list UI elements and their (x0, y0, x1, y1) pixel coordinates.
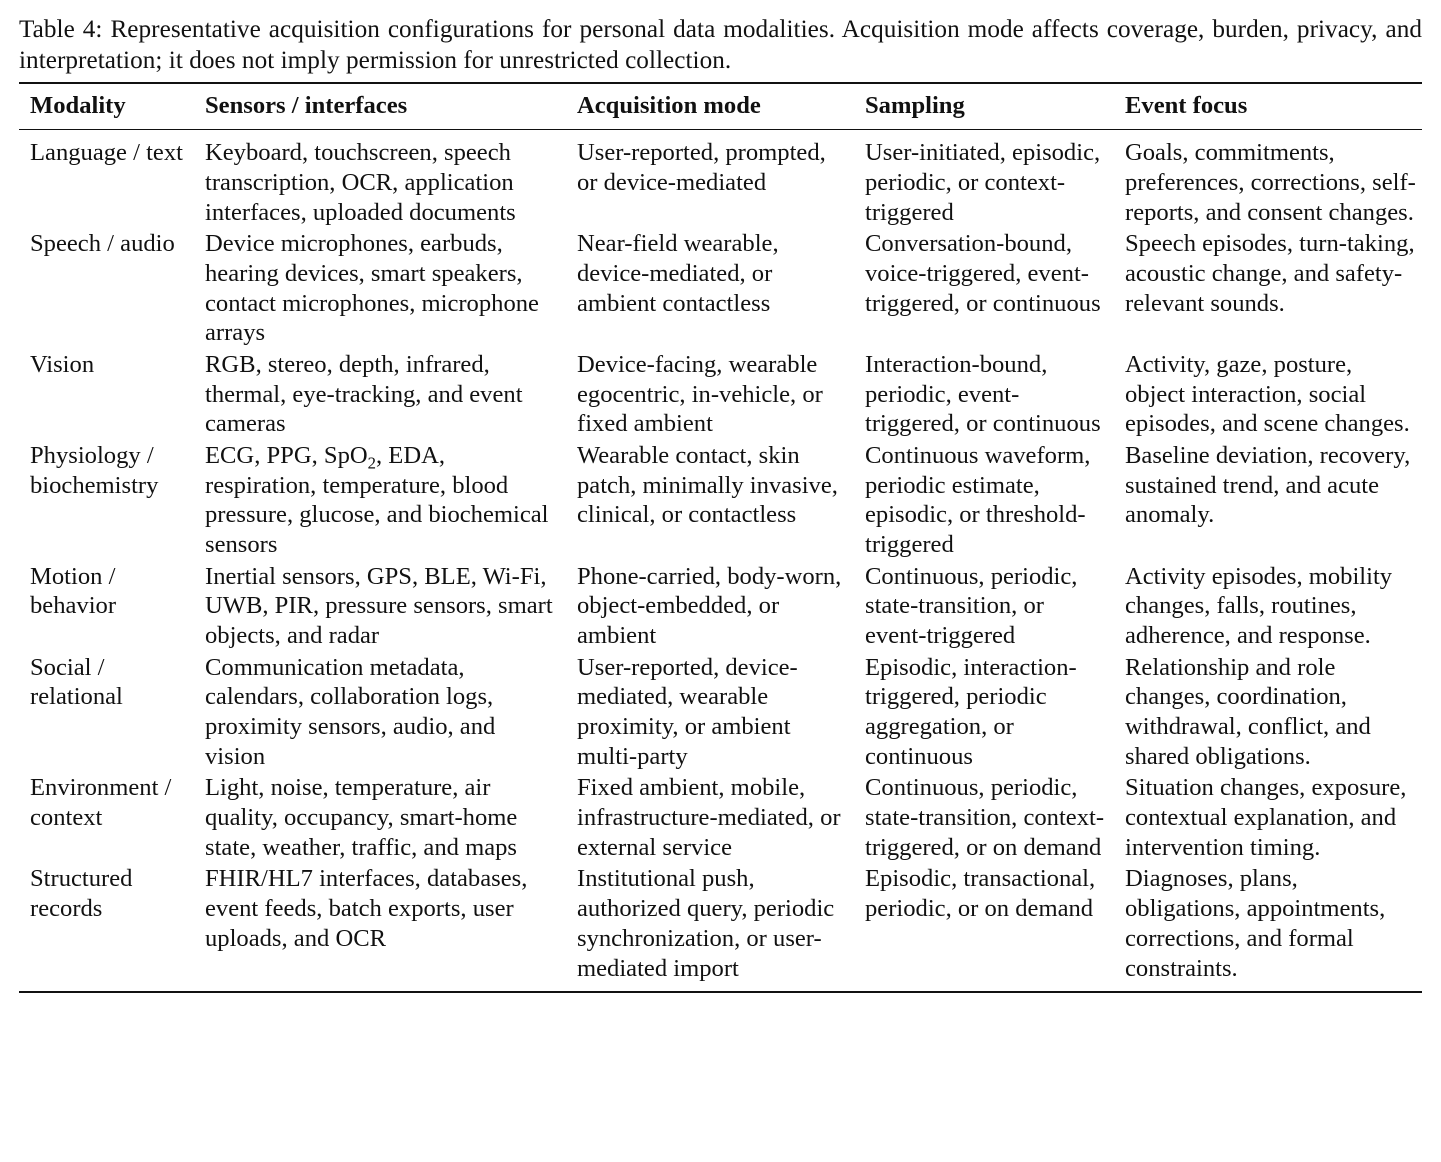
cell-modality: Vision (30, 350, 95, 378)
cell-acquisition: Near-field wearable, device-mediated, or ambient contactless (577, 229, 779, 317)
cell-sampling: User-initiated, episodic, periodic, or context-triggered (865, 139, 1101, 226)
cell-sampling: Episodic, interaction-triggered, periodic aggregation, or continuous (865, 653, 1077, 770)
cell-modality: Social / relational (30, 653, 123, 711)
cell-acquisition: Institutional push, authorized query, periodic synchronization, or user-mediated import (577, 865, 835, 982)
subscript-two: 2 (367, 453, 376, 473)
cell-sensors (194, 441, 566, 562)
cell-event-focus: Situation changes, exposure, contextual explanation, and intervention timing. (1125, 774, 1407, 861)
table-row (19, 229, 1422, 350)
cell-modality: Structured records (30, 865, 133, 923)
header-event-focus: Event focus (1114, 83, 1422, 130)
cell-modality: Motion / behavior (30, 562, 117, 620)
cell-event-focus: Goals, commitments, preferences, corrections, self-reports, and consent changes. (1125, 139, 1416, 226)
cell-event-focus: Relationship and role changes, coordination, withdrawal, conflict, and shared obligations. (1125, 653, 1371, 770)
table-row (19, 441, 1422, 562)
cell-acquisition: User-reported, device-mediated, wearable proximity, or ambient multi-party (577, 653, 798, 770)
cell-modality: Environment / context (30, 774, 172, 832)
header-modality: Modality (19, 83, 194, 130)
cell-acquisition: User-reported, prompted, or device-mediated (577, 139, 826, 196)
cell-modality: Speech / audio (30, 229, 175, 257)
cell-sampling: Continuous waveform, periodic estimate, episodic, or threshold-triggered (865, 441, 1091, 559)
cell-event-focus: Activity episodes, mobility changes, falls, routines, adherence, and response. (1125, 562, 1393, 650)
cell-sensors: Inertial sensors, GPS, BLE, Wi-Fi, UWB, PIR, pressure sensors, smart objects, and radar (205, 562, 553, 650)
table-row (19, 653, 1422, 774)
header-sampling: Sampling (854, 83, 1114, 130)
cell-sensors: Communication metadata, calendars, collaboration logs, proximity sensors, audio, and vision (205, 653, 496, 770)
cell-event-focus: Diagnoses, plans, obligations, appointments, corrections, and formal constraints. (1125, 865, 1386, 982)
sensors-text-prefix: ECG, PPG, SpO (205, 441, 368, 469)
header-acquisition-mode: Acquisition mode (566, 83, 854, 130)
cell-sampling: Conversation-bound, voice-triggered, event-triggered, or continuous (865, 229, 1101, 317)
table-header-row (19, 83, 1422, 130)
table-row (19, 350, 1422, 441)
cell-sensors: RGB, stereo, depth, infrared, thermal, eye-tracking, and event cameras (205, 350, 523, 438)
cell-modality: Physiology / biochemistry (30, 441, 159, 499)
cell-event-focus: Baseline deviation, recovery, sustained trend, and acute anomaly. (1125, 441, 1411, 529)
cell-sampling: Episodic, transactional, periodic, or on demand (865, 865, 1096, 923)
cell-sensors: Keyboard, touchscreen, speech transcription, OCR, application interfaces, uploaded documents (205, 139, 516, 226)
cell-acquisition: Fixed ambient, mobile, infrastructure-mediated, or external service (577, 774, 841, 861)
cell-sampling: Continuous, periodic, state-transition, or event-triggered (865, 562, 1078, 650)
cell-acquisition: Device-facing, wearable egocentric, in-vehicle, or fixed ambient (577, 350, 823, 438)
cell-sensors: Light, noise, temperature, air quality, occupancy, smart-home state, weather, traffic, and maps (205, 774, 518, 861)
table-row (19, 562, 1422, 653)
acquisition-table (19, 82, 1422, 993)
cell-acquisition: Wearable contact, skin patch, minimally invasive, clinical, or contactless (577, 441, 838, 529)
table-caption: Table 4: Representative acquisition configurations for personal data modalities. Acquisition mode affects coverage, burden, privacy, and interpretation; it does not imply permission for unrestricted collection. (19, 16, 1422, 74)
cell-event-focus: Activity, gaze, posture, object interaction, social episodes, and scene changes. (1125, 350, 1410, 438)
header-sensors: Sensors / interfaces (194, 83, 566, 130)
table-row (19, 864, 1422, 992)
cell-sampling: Interaction-bound, periodic, event-triggered, or continuous (865, 350, 1101, 438)
cell-modality: Language / text (30, 139, 183, 166)
cell-sensors: FHIR/HL7 interfaces, databases, event feeds, batch exports, user uploads, and OCR (205, 865, 528, 952)
cell-acquisition: Phone-carried, body-worn, object-embedded, or ambient (577, 562, 842, 650)
sensors-text-suffix: , EDA, respiration, temperature, blood pressure, glucose, and biochemical sensors (205, 441, 549, 559)
table-row (19, 773, 1422, 864)
cell-sensors: Device microphones, earbuds, hearing devices, smart speakers, contact microphones, microphone arrays (205, 229, 539, 347)
table-row (19, 130, 1422, 229)
cell-event-focus: Speech episodes, turn-taking, acoustic change, and safety-relevant sounds. (1125, 229, 1415, 317)
cell-sampling: Continuous, periodic, state-transition, context-triggered, or on demand (865, 774, 1105, 861)
